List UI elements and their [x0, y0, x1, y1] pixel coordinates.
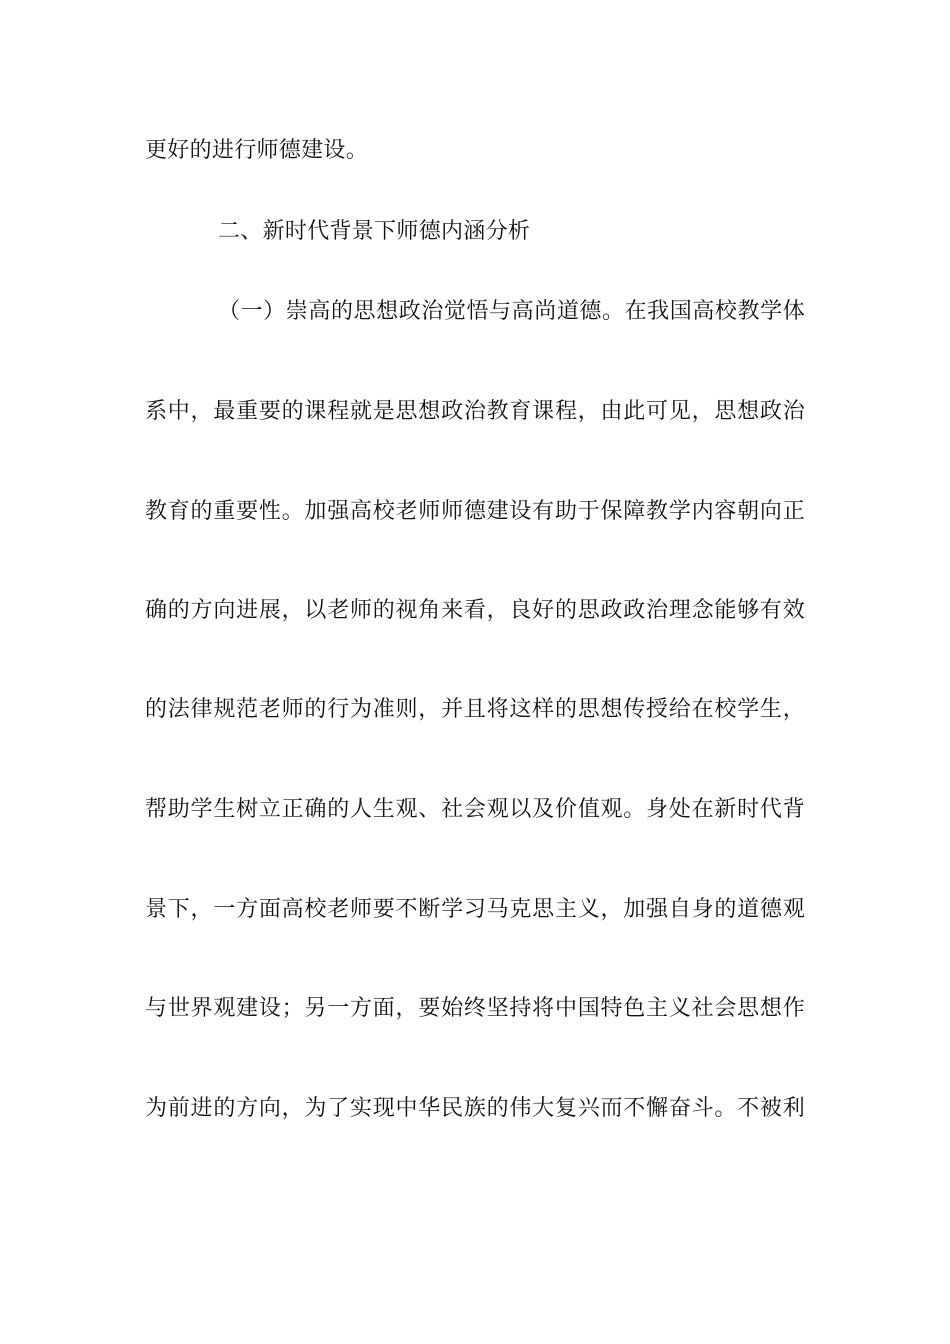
section-heading: 二、新时代背景下师德内涵分析: [218, 219, 531, 244]
paragraph-line: 为前进的方向，为了实现中华民族的伟大复兴而不懈奋斗。不被利: [145, 1096, 805, 1121]
paragraph-first-line: （一）崇高的思想政治觉悟与高尚道德。在我国高校教学体: [218, 299, 805, 324]
paragraph-line: 与世界观建设；另一方面，要始终坚持将中国特色主义社会思想作: [145, 996, 805, 1021]
paragraph-line: 系中，最重要的课程就是思想政治教育课程，由此可见，思想政治: [145, 399, 805, 424]
paragraph-line: 帮助学生树立正确的人生观、社会观以及价值观。身处在新时代背: [145, 797, 805, 822]
paragraph-line: 确的方向进展，以老师的视角来看，良好的思政政治理念能够有效: [145, 598, 805, 623]
paragraph-line: 教育的重要性。加强高校老师师德建设有助于保障教学内容朝向正: [145, 499, 805, 524]
text-line-continuation: 更好的进行师德建设。: [145, 138, 369, 163]
paragraph-line: 景下，一方面高校老师要不断学习马克思主义，加强自身的道德观: [145, 897, 805, 922]
paragraph-line: 的法律规范老师的行为准则，并且将这样的思想传授给在校学生，: [145, 697, 805, 722]
